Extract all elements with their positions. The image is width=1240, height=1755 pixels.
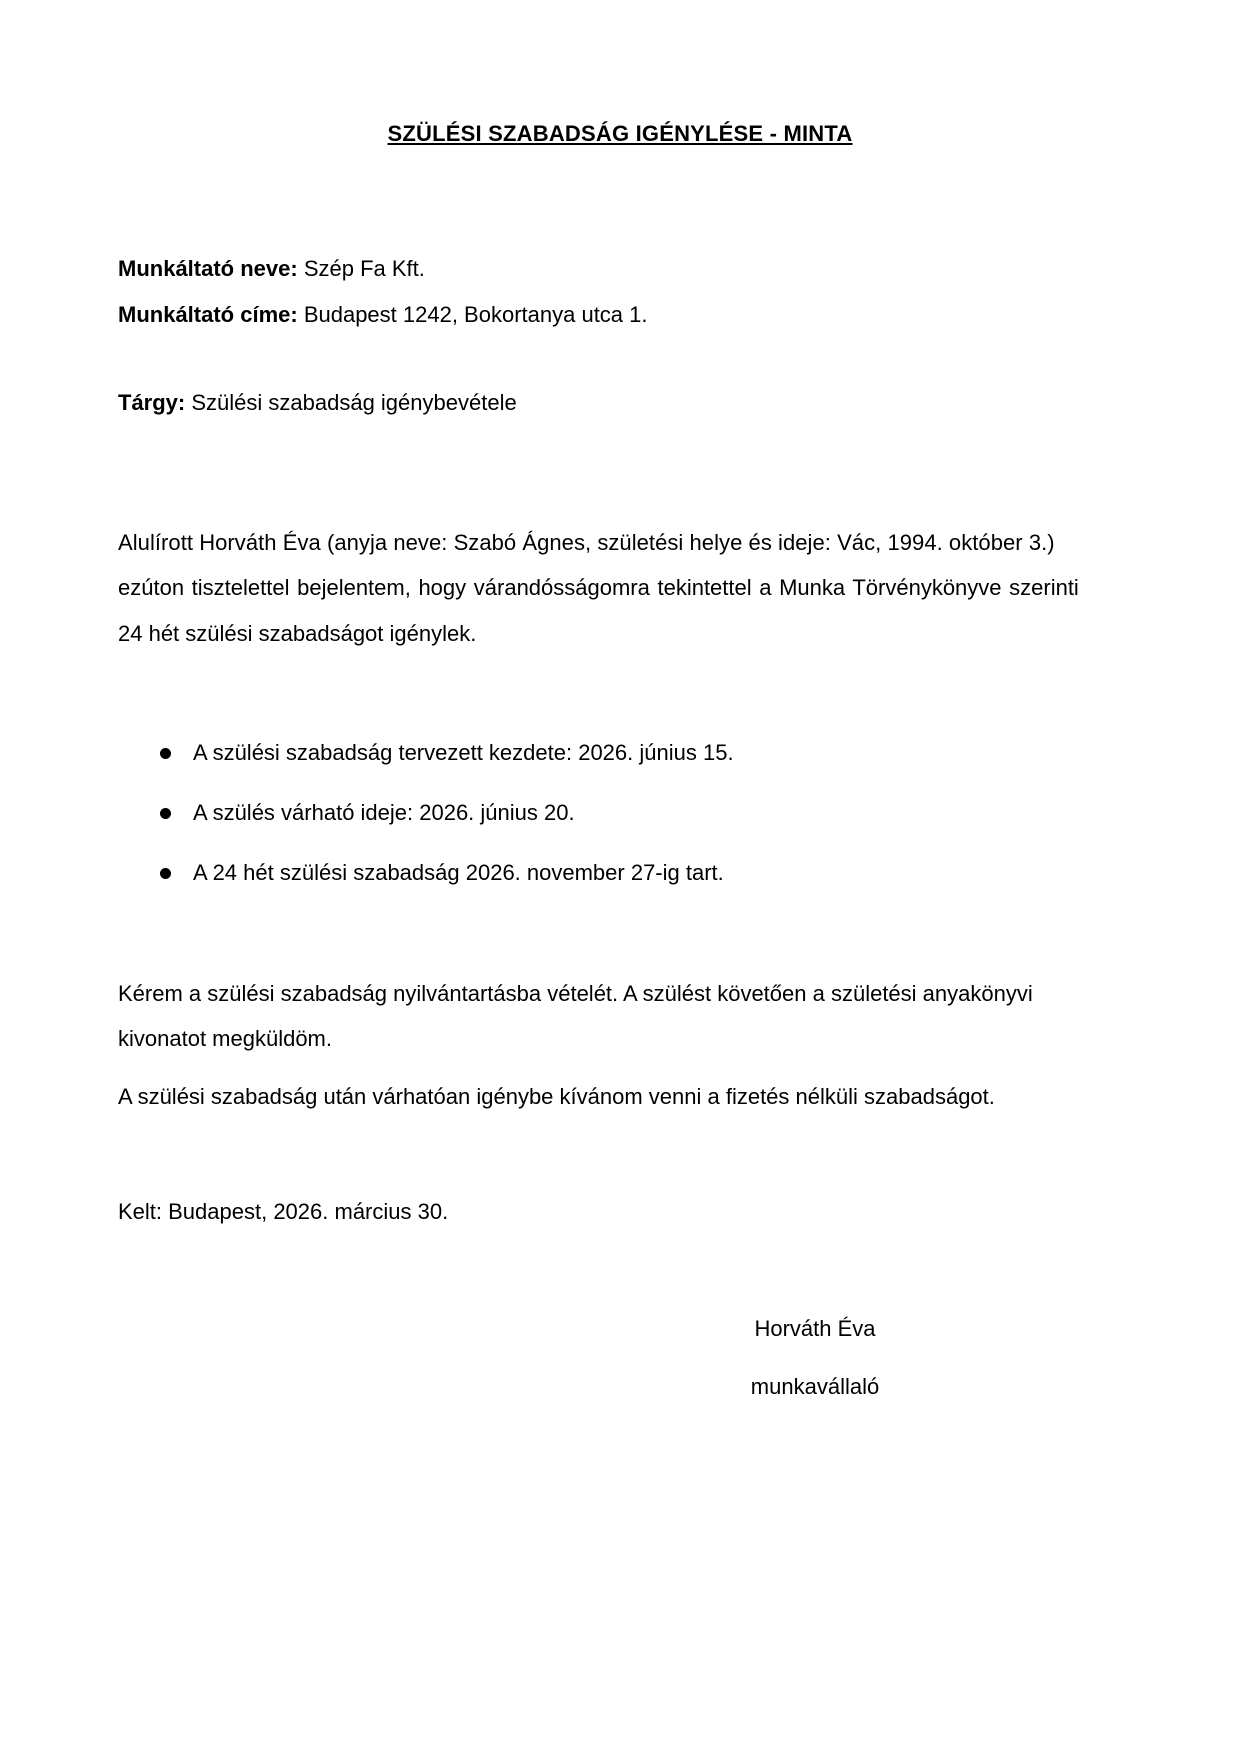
bullet-icon [160,748,171,759]
employer-address-line [118,302,648,328]
intro-line: 24 hét szülési szabadságot igénylek. [118,621,477,646]
date-line: Kelt: Budapest, 2026. március 30. [118,1199,449,1224]
employer-address-value: Budapest 1242, Bokortanya utca 1. [297,302,648,327]
list-item-text: A 24 hét szülési szabadság 2026. november 27-ig tart. [193,860,724,885]
employer-name-value: Szép Fa Kft. [297,256,425,281]
bullet-icon [160,808,171,819]
subject-label: Tárgy: [118,390,186,415]
intro-line: Alulírott Horváth Éva (anyja neve: Szabó Ágnes, születési helye és ideje: Vác, 1994. október 3.) [118,530,1055,555]
closing-line: kivonatot megküldöm. [118,1026,332,1051]
unpaid-leave-line: A szülési szabadság után várhatóan igénybe kívánom venni a fizetés nélküli szabadságot. [118,1084,995,1109]
employer-name-line [118,256,425,282]
closing-line: Kérem a szülési szabadság nyilvántartásba vételét. A szülést követően a születési anyakönyvi [118,981,1033,1006]
signature-name: Horváth Éva [754,1316,876,1341]
bullet-icon [160,868,171,879]
document-title: SZÜLÉSI SZABADSÁG IGÉNYLÉSE - MINTA [387,121,853,146]
intro-line: ezúton tisztelettel bejelentem, hogy várandósságomra tekintettel a Munka Törvénykönyve szerinti [118,575,1079,600]
signature-role: munkavállaló [750,1374,880,1399]
list-item-text: A szülési szabadság tervezett kezdete: 2026. június 15. [193,740,734,765]
subject-line [118,390,517,416]
employer-name-label: Munkáltató neve: [118,256,298,281]
list-item-text: A szülés várható ideje: 2026. június 20. [193,800,575,825]
subject-value: Szülési szabadság igénybevétele [185,390,517,415]
employer-address-label: Munkáltató címe: [118,302,298,327]
